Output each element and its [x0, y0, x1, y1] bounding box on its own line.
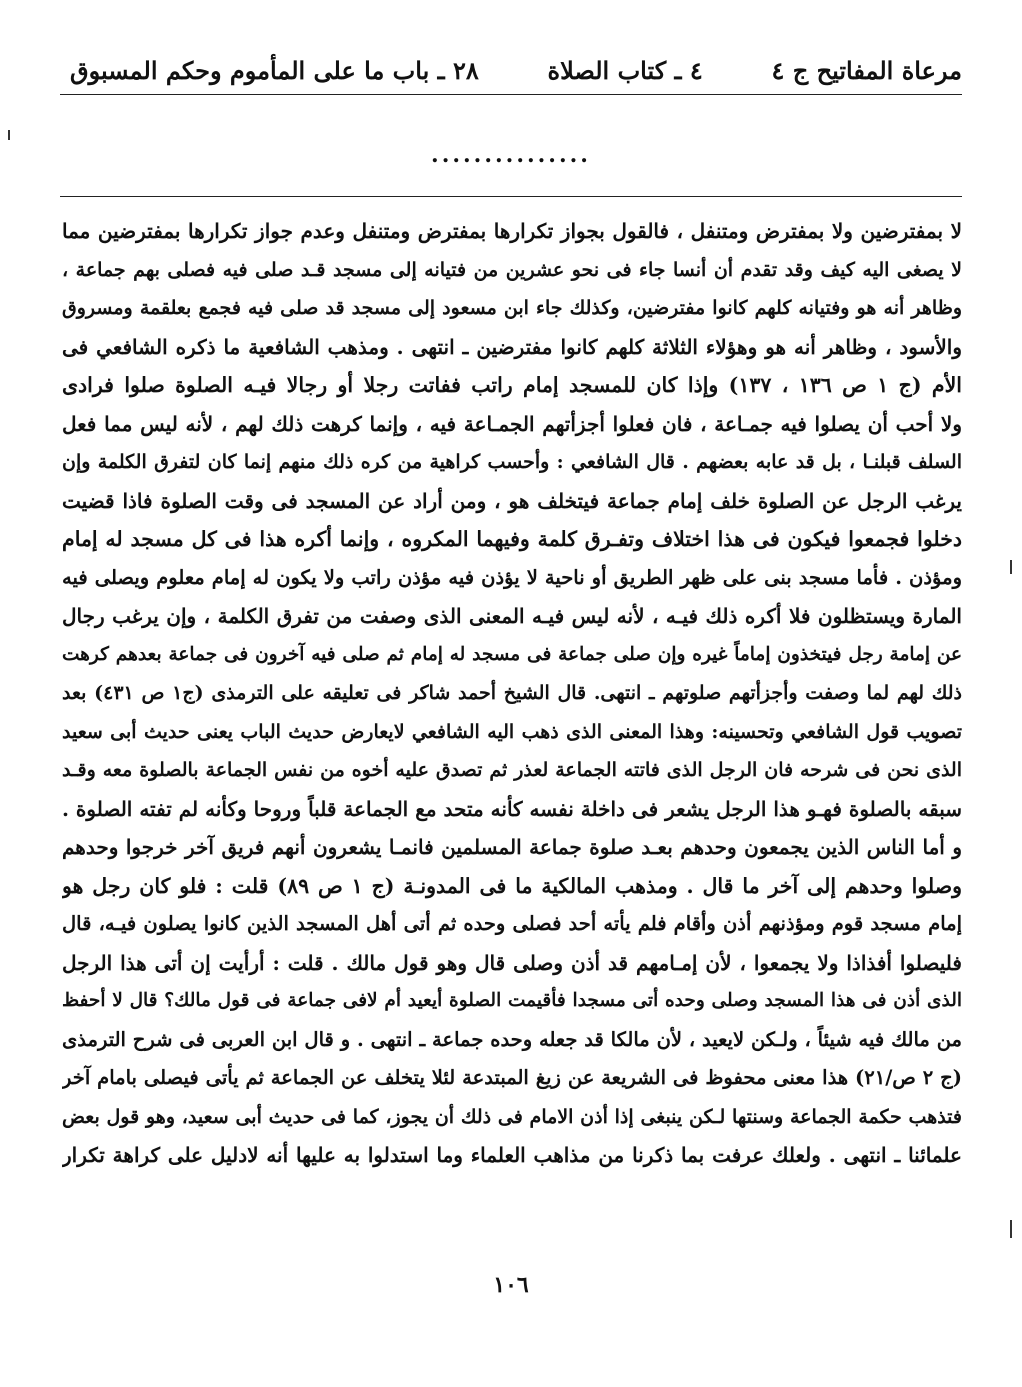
text-line: وصلوا وحدهم إلى آخر ما قال . ومذهب المالكية ما فى المدونـة (ج ١ ص ٨٩) قلت : فلو كان رجل هو — [62, 873, 962, 898]
text-line: عن إمامة رجل فيتخذون إماماً غيره وإن صلى جماعة فى مسجد له إمام ثم صلى فيه آخرون فى جماعة بعدهم كرهت — [62, 643, 962, 665]
text-line: فتذهب حكمة الجماعة وسنتها لـكن ينبغى إذا أذن الامام فى ذلك أن يجوز، كما فى حديث أبى سعيد، وهو قول بعض — [62, 1105, 962, 1128]
text-line: لا يصغى اليه كيف وقد تقدم أن أنسا جاء فى نحو عشرين من فتيانه إلى مسجد قـد صلى فيه فصلى بهم جماعة ، — [62, 258, 962, 281]
text-line: وظاهر أنه هو وفتيانه كلهم كانوا مفترضين، وكذلك جاء ابن مسعود إلى مسجد قد صلى فيه فجمع بعلقمة ومسروق — [62, 297, 962, 319]
header-chapter: ٤ ـ كتاب الصلاة — [547, 55, 703, 85]
text-line: سبقه بالصلوة فهـو هذا الرجل يشعر فى داخلة نفسه كأنه متحد مع الجماعة قلباً وروحا وكأنه لم تفته الصلوة . — [62, 796, 962, 821]
text-line: تصويب قول الشافعي وتحسينه: وهذا المعنى الذى ذهب اليه الشافعي لايعارض حديث الباب يعنى حديث أبى سعيد — [62, 720, 962, 743]
text-line: ومؤذن . فأما مسجد بنى على ظهر الطريق أو ناحية لا يؤذن فيه مؤذن راتب ولا يكون له إمام معلوم ويصلى فيه — [62, 565, 962, 589]
dotted-separator: ............... — [431, 142, 591, 168]
text-line: لا بمفترضين ولا بمفترض ومتنفل ، فالقول بجواز تكرارها بمفترض ومتنفل وعدم جواز تكرارها بمفترضين مما — [62, 219, 962, 243]
header-book-title: مرعاة المفاتيح ج ٤ — [771, 55, 962, 85]
text-line: السلف قبلنـا ، بل قد عابه بعضهم . قال الشافعي : وأحسب كراهية من كره ذلك منهم إنما كان لتفرق الكلمة وإن — [62, 451, 962, 473]
text-line: علمائنا ـ انتهى . ولعلك عرفت بما ذكرنا من مذاهب العلماء وما استدلوا به عليها أنه لادليل على كراهة تكرار — [62, 1143, 962, 1167]
text-line: ولا أحب أن يصلوا فيه جمـاعة ، فان فعلوا أجزأتهم الجمـاعة فيه ، وإنما كرهت ذلك لهم ، لأنه ليس مما فعل — [62, 411, 962, 436]
text-line: إمام مسجد قوم ومؤذنهم أذن وأقام فلم يأته أحد فصلى وحده ثم أتى أهل المسجد الذين كانوا يصلون فيـه، قال — [62, 912, 962, 935]
scan-margin-mark — [8, 130, 10, 140]
text-line: (ج ٢ ص/٢١) هذا معنى محفوظ فى الشريعة عن زيغ المبتدعة لئلا يتخلف عن الجماعة ثم يأتى فيصلى بامام آخر — [62, 1066, 962, 1089]
header-divider — [60, 94, 962, 95]
text-line: المارة ويستظلون فلا أكره ذلك فيـه ، لأنه ليس فيـه المعنى الذى وصفت من تفرق الكلمة ، وإن يرغب رجال — [62, 604, 962, 628]
text-line: ذلك لهم لما وصفت وأجزأتهم صلوتهم ـ انتهى. قال الشيخ أحمد شاكر فى تعليقه على الترمذى (ج١ ص ٤٣١) بعد — [62, 682, 962, 704]
text-line: الأم (ج ١ ص ١٣٦ ، ١٣٧) وإذا كان للمسجد إمام راتب ففاتت رجلا أو رجالا فيـه الصلوة صلوا فرادى — [62, 373, 962, 397]
text-line: الذى أذن فى هذا المسجد وصلى وحده أتى مسجدا فأقيمت الصلوة أيعيد أم لافى جماعة فى قول مالك؟ قال لا أحفظ — [62, 990, 962, 1011]
text-line: الذى نحن فى شرحه فان الرجل الذى فاتته الجماعة لعذر ثم تصدق عليه أخوه من نفس الجماعة بالصلوة معه وقـد — [62, 759, 962, 781]
text-line: فليصلوا أفذاذا ولا يجمعوا ، لأن إمـامهم قد أذن وصلى قال وهو قول مالك . قلت : أرأيت إن أتى هذا الرجل — [62, 950, 962, 975]
header-section: ٢٨ ـ باب ما على المأموم وحكم المسبوق — [70, 55, 479, 85]
content-divider — [60, 196, 962, 197]
body-text — [62, 212, 962, 1175]
text-line: يرغب الرجل عن الصلوة خلف إمام جماعة فيتخلف هو ، ومن أراد عن المسجد فى وقت الصلوة فاذا قضيت — [62, 488, 962, 513]
text-line: و أما الناس الذين يجمعون وحدهم بعـد صلوة جماعة المسلمين فانمـا يشعرون أنهم فريق آخر خرجوا وحدهم — [62, 835, 962, 859]
scan-margin-mark — [1010, 560, 1012, 574]
running-header — [70, 48, 962, 92]
page-number: ١٠٦ — [493, 1272, 529, 1298]
text-line: من مالك فيه شيئاً ، ولـكن لايعيد ، لأن مالكا قد جعله وحده جماعة ـ انتهى . و قال ابن العربى فى شرح الترمذى — [62, 1027, 962, 1051]
text-line: والأسود ، وظاهر أنه هو وهؤلاء الثلاثة كلهم كانوا مفترضين ـ انتهى . ومذهب الشافعية ما ذكره الشافعي فى — [62, 334, 962, 359]
text-line: دخلوا فجمعوا فيكون فى هذا اختلاف وتفـرق كلمة وفيهما المكروه ، وإنما أكره هذا فى كل مسجد له إمام — [62, 527, 962, 551]
scan-margin-mark — [1010, 1220, 1012, 1238]
